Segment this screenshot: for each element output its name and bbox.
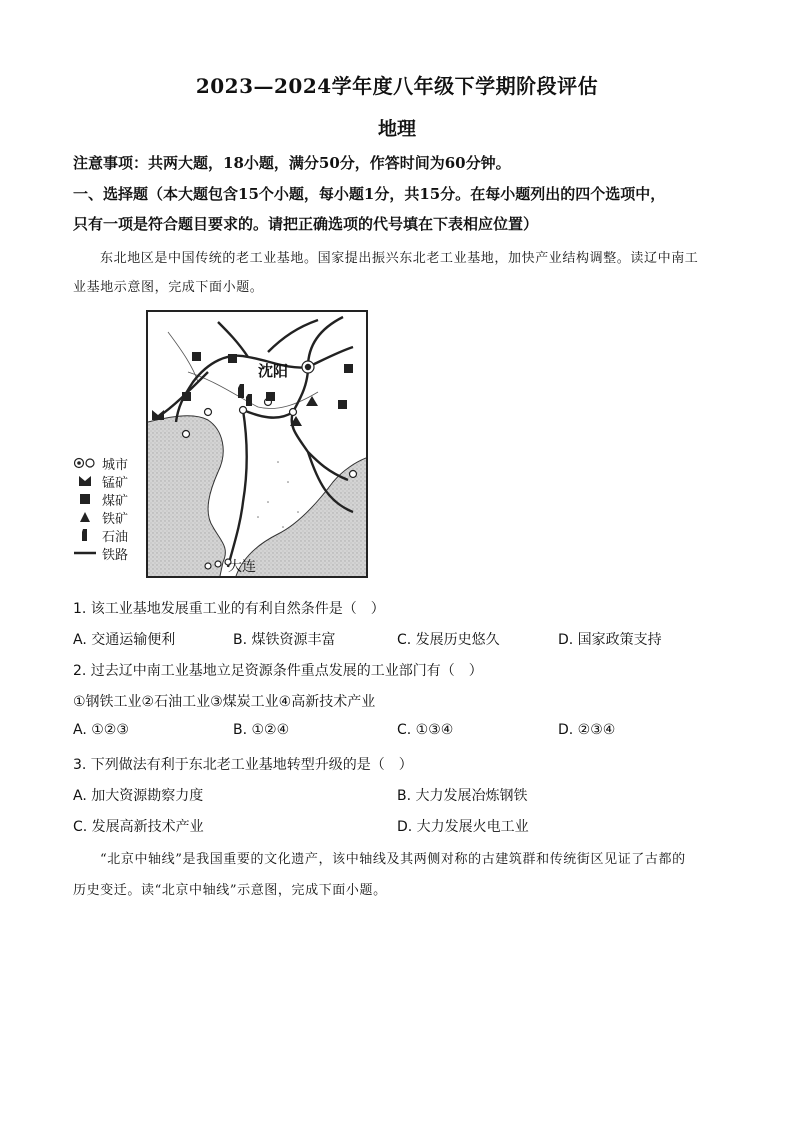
sea-area — [148, 416, 225, 576]
q1-option-b: B. 煤铁资源丰富 — [233, 632, 336, 648]
notice: 注意事项：共两大题，18小题，满分50分，作答时间为60分钟。 — [73, 154, 511, 172]
q3-option-c: C. 发展高新技术产业 — [73, 819, 204, 835]
legend-item-coal — [74, 490, 128, 508]
q2-stem: 2. 过去辽中南工业基地立足资源条件重点发展的工业部门有（ ） — [73, 663, 483, 679]
q3-option-a: A. 加大资源勘察力度 — [73, 788, 204, 804]
manganese-icon — [74, 475, 96, 487]
railway-icon — [74, 549, 96, 557]
legend-item-manganese — [74, 472, 128, 490]
city-icon — [74, 457, 96, 469]
city-label-dalian: 大连 — [228, 559, 256, 575]
oil-icon — [74, 528, 96, 542]
city-label-shenyang: 沈阳 — [258, 362, 289, 380]
q2-option-a: A. ①②③ — [73, 722, 129, 738]
coal-icon — [74, 493, 96, 505]
legend-label-oil: 石油 — [102, 529, 129, 545]
manganese-marker — [152, 410, 164, 420]
q1-stem: 1. 该工业基地发展重工业的有利自然条件是（ ） — [73, 601, 385, 617]
map-legend — [74, 454, 128, 562]
subject-title: 地理 — [377, 118, 416, 140]
q1-option-a: A. 交通运输便利 — [73, 632, 176, 648]
q3-stem: 3. 下列做法有利于东北老工业基地转型升级的是（ ） — [73, 757, 413, 773]
map-drawing — [148, 312, 366, 576]
intro1-line1: 东北地区是中国传统的老工业基地。国家提出振兴东北老工业基地，加快产业结构调整。读辽中南工 — [100, 251, 699, 266]
section-heading-line1: 一、选择题（本大题包含15个小题，每小题1分，共15分。在每小题列出的四个选项中， — [73, 185, 666, 203]
q2-option-d: D. ②③④ — [558, 722, 616, 738]
q3-option-d: D. 大力发展火电工业 — [397, 819, 529, 835]
q2-option-c: C. ①③④ — [397, 722, 454, 738]
legend-label-manganese: 锰矿 — [102, 475, 129, 491]
legend-label-coal: 煤矿 — [102, 493, 129, 509]
intro1-line2: 业基地示意图，完成下面小题。 — [73, 280, 264, 295]
intro2-line2: 历史变迁。读“北京中轴线”示意图，完成下面小题。 — [73, 883, 387, 898]
q1-option-c: C. 发展历史悠久 — [397, 632, 500, 648]
q3-option-b: B. 大力发展冶炼钢铁 — [397, 788, 528, 804]
q2-option-b: B. ①②④ — [233, 722, 290, 738]
page-title: 2023—2024学年度八年级下学期阶段评估 — [195, 74, 599, 98]
oil-markers — [238, 384, 252, 406]
legend-item-iron — [74, 508, 128, 526]
section-heading-line2: 只有一项是符合题目要求的。请把正确选项的代号填在下表相应位置） — [73, 215, 539, 233]
iron-icon — [74, 511, 96, 523]
legend-item-railway — [74, 544, 128, 562]
q2-items: ①钢铁工业②石油工业③煤炭工业④高新技术产业 — [73, 694, 376, 710]
legend-label-iron: 铁矿 — [102, 511, 129, 527]
q1-option-d: D. 国家政策支持 — [558, 632, 662, 648]
intro2-line1: “北京中轴线”是我国重要的文化遗产，该中轴线及其两侧对称的古建筑群和传统街区见证了古都的 — [100, 852, 686, 867]
legend-item-city — [74, 454, 128, 472]
liaozhongnan-map — [146, 310, 368, 578]
legend-label-railway: 铁路 — [102, 547, 129, 563]
legend-label-city: 城市 — [102, 457, 129, 473]
legend-item-oil — [74, 526, 128, 544]
